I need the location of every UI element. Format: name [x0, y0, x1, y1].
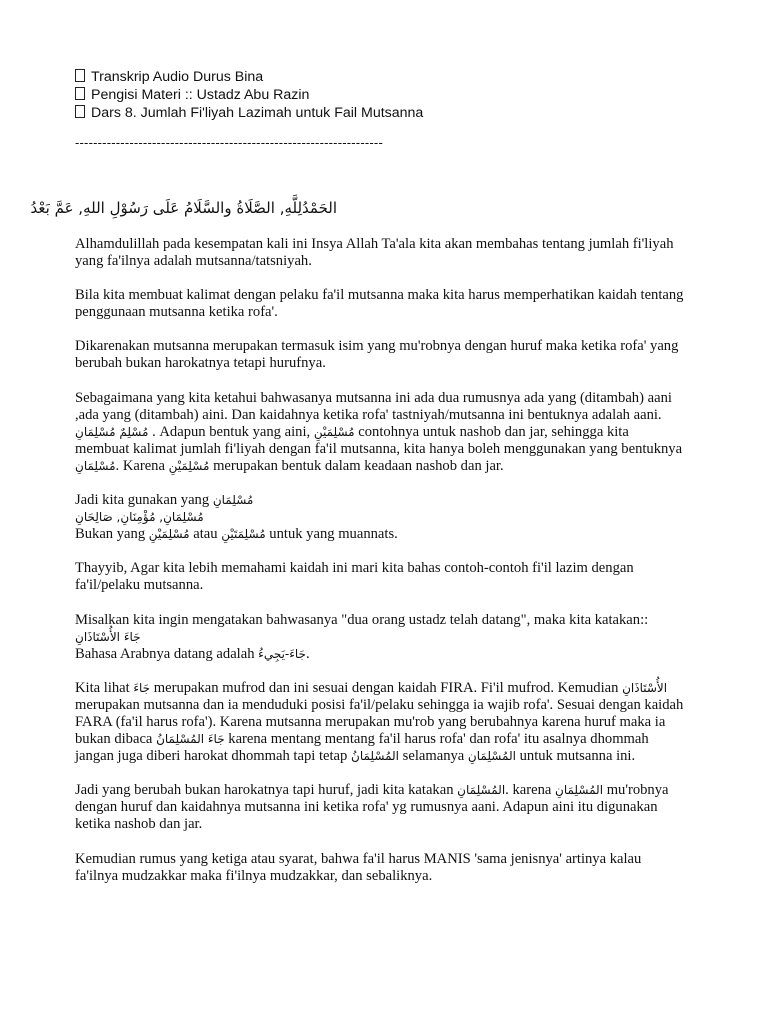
paragraph: Alhamdulillah pada kesempatan kali ini Insya Allah Ta'ala kita akan membahas tentang jumlah fi'liyah yang fa'ilnya adalah mutsanna/tatsniyah.	[75, 236, 674, 270]
text-segment: untuk yang muannats.	[269, 526, 398, 543]
header-line: Dars 8. Jumlah Fi'liyah Lazimah untuk Fail Mutsanna	[75, 104, 695, 122]
arabic-example: جَاءَ الأُسْتَاذَانِ	[75, 629, 141, 644]
arabic-examples: مُسْلِمَانِ, مُؤْمِنَانِ, صَالِحَانِ	[75, 510, 204, 525]
text-segment: . karena	[505, 782, 552, 799]
arabic-word: مُسْلِمَانِ	[75, 458, 116, 473]
box-icon	[75, 69, 85, 82]
paragraph	[75, 390, 685, 475]
text-line	[75, 646, 685, 663]
text-line	[75, 492, 685, 509]
text-segment: untuk mutsanna ini.	[519, 748, 636, 765]
text-segment: merupakan bentuk dalam keadaan nashob dan jar.	[213, 457, 504, 474]
text-segment: contohnya untuk nashob dan jar, sehingga kita membuat kalimat jumlah fi'liyah dengan fa'il mutsanna, kita hanya boleh menggunakan yang bentuknya	[75, 423, 683, 457]
text-segment: Misalkan kita ingin mengatakan bahwasanya "dua orang ustadz telah datang", maka kita katakan::	[75, 611, 649, 628]
text-segment: . Karena	[115, 457, 165, 474]
text-segment: Bahasa Arabnya datang adalah	[75, 645, 255, 662]
text-segment: atau	[193, 526, 218, 543]
arabic-word: مُسْلِمٌ مُسْلِمَانِ	[75, 424, 149, 439]
header-line: Transkrip Audio Durus Bina	[75, 68, 695, 86]
arabic-word: مُسْلِمَيْنِ	[313, 424, 355, 439]
arabic-word: الأُسْتَاذَانِ	[622, 680, 668, 695]
text-segment: Bukan yang	[75, 526, 146, 543]
box-icon	[75, 87, 85, 100]
paragraph: Thayyib, Agar kita lebih memahami kaidah ini mari kita bahas contoh-contoh fi'il lazim dengan fa'il/pelaku mutsanna.	[75, 560, 634, 594]
paragraph	[75, 612, 685, 663]
arabic-word: المُسْلِمَانِ	[457, 783, 506, 798]
arabic-word: مُسْلِمَيْنِ	[168, 458, 210, 473]
arabic-word: جَاءَ-يَجِيءُ	[258, 646, 306, 661]
paragraph	[75, 492, 685, 543]
text-segment: Jadi yang berubah bukan harokatnya tapi huruf, jadi kita katakan	[75, 782, 454, 799]
arabic-word: المُسْلِمَانِ	[467, 749, 516, 764]
text-segment: Jadi kita gunakan yang	[75, 492, 210, 509]
text-segment: selamanya	[402, 748, 465, 765]
text-line	[75, 526, 685, 543]
paragraph: Kemudian rumus yang ketiga atau syarat, bahwa fa'il harus MANIS 'sama jenisnya' artinya kalau fa'ilnya mudzakkar maka fi'ilnya mudzakkar, dan sebaliknya.	[75, 850, 642, 884]
text-segment: Sebagaimana yang kita ketahui bahwasanya mutsanna ini ada dua rumusnya ada yang (ditambah) aani ,ada yang (ditambah) aini. Dan kaidahnya ketika rofa' tastniyah/mutsanna ini bentuknya adalah aani.	[75, 389, 672, 423]
paragraph	[75, 680, 685, 765]
text-segment: . Adapun bentuk yang aini,	[152, 423, 311, 440]
paragraph: Bila kita membuat kalimat dengan pelaku fa'il mutsanna maka kita harus memperhatikan kaidah tentang penggunaan mutsanna ketika rofa'.	[75, 287, 684, 321]
text-segment: mu'robnya dengan huruf dan kaidahnya mutsanna ini ketika rofa' yg rumusnya aani. Adapun aini itu digunakan ketika nashob dan jar.	[75, 782, 669, 833]
arabic-word: المُسْلِمَانِ	[555, 783, 604, 798]
paragraph	[75, 782, 685, 833]
arabic-word: جَاءَ المُسْلِمَانُ	[156, 732, 225, 747]
box-icon	[75, 105, 85, 118]
arabic-word: المُسْلِمَانُ	[351, 749, 400, 764]
arabic-word: مُسْلِمَانِ	[212, 493, 254, 508]
text-segment: karena mentang mentang fa'il harus rofa' dan rofa' itu asalnya dhommah jangan juga diberi harokat dhommah tapi tetap	[75, 731, 649, 765]
header-line: Pengisi Materi :: Ustadz Abu Razin	[75, 86, 695, 104]
arabic-word: مُسْلِمَيْنِ	[148, 527, 190, 542]
text-segment: merupakan mufrod dan ini sesuai dengan kaidah FIRA. Fi'il mufrod. Kemudian	[153, 679, 619, 696]
opening-praise: الحَمْدُلِلَّهِ, الصَّلَاةُ والسَّلَامُ عَلَى رَسُوْلِ اللهِ, عَمَّ بَعْدُ	[30, 199, 337, 217]
arabic-word: جَاءَ	[133, 680, 151, 695]
arabic-word: مُسْلِمَتَيْنِ	[221, 527, 266, 542]
text-segment: Kita lihat	[75, 679, 130, 696]
paragraph: Dikarenakan mutsanna merupakan termasuk isim yang mu'robnya dengan huruf maka ketika rofa' yang berubah bukan harokatnya tetapi hurufnya.	[75, 338, 679, 372]
text-segment: .	[305, 645, 310, 662]
text-segment: merupakan mutsanna dan ia menduduki posisi fa'il/pelaku sehingga ia wajib rofa'. Sesuai dengan kaidah FARA (fa'il harus rofa'). Karena mutsanna merupakan mu'rob yang berubahnya karena huruf maka ia bukan dibaca	[75, 696, 684, 748]
document-header	[75, 68, 695, 122]
transcript-body	[75, 236, 685, 902]
separator-line: --------------------------------------------------------------------	[75, 135, 383, 150]
